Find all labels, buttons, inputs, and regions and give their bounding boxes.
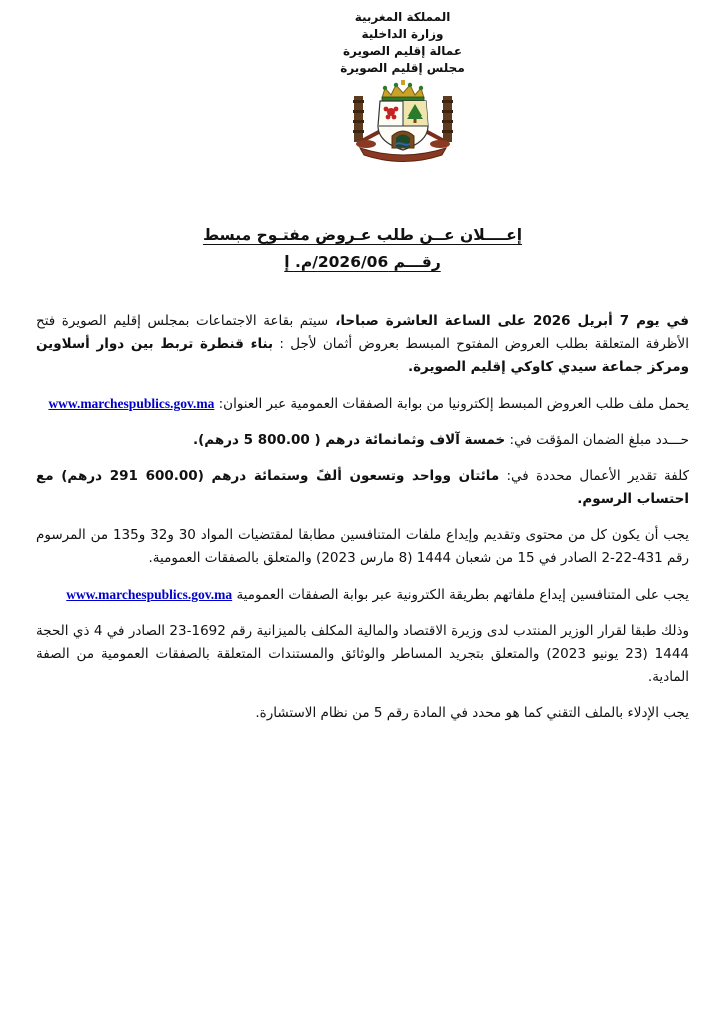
technical-file-text: يجب الإدلاء بالملف التقني كما هو محدد في المادة رقم 5 من نظام الاستشارة. <box>255 705 689 721</box>
marchespublics-link-2[interactable]: www.marchespublics.gov.ma <box>66 587 233 602</box>
emblem-container <box>80 80 725 166</box>
guarantee-amount: خمسة آلاف وثمانمائة درهم ( 5 800.00 درهم). <box>192 432 506 448</box>
decree-paragraph <box>36 620 689 689</box>
technical-file-paragraph <box>36 702 689 725</box>
letterhead <box>80 0 725 77</box>
announcement-number: رقـــم 2026/06/م. إ <box>284 253 441 271</box>
regulations-paragraph <box>36 524 689 570</box>
coat-of-arms-icon <box>344 80 462 162</box>
decree-text: وذلك طبقا لقرار الوزير المنتدب لدى وزيرة الاقتصاد والمالية المكلف بالميزانية رقم 1692-23 الصادر في 4 ذي الحجة 1444 (23 يونيو 2023) والمتعلق بتجريد المساطر والوثائق والمستندات المتعلقة بالصفقات العمومية من الصفة المادية. <box>36 623 690 685</box>
announcement-title-block <box>0 222 725 276</box>
regulations-text: يجب أن يكون كل من محتوى وتقديم وإيداع ملفات المتنافسين مطابقا لمقتضيات المواد 30 و32 و135 من المرسوم رقم 431-22-2 الصادر في 15 من شعبان 1444 (8 مارس 2023) والمتعلق بالصفقات العمومية. <box>36 527 690 566</box>
ministry-line: وزارة الداخلية <box>361 27 444 41</box>
opening-session-text: سيتم بقاعة الاجتماعات بمجلس إقليم الصويرة فتح الأظرفة المتعلقة بطلب العروض المفتوح المبسط بعروض أثمان لأجل : <box>36 313 689 352</box>
cost-estimate-paragraph <box>36 465 689 511</box>
cost-estimate-label: كلفة تقدير الأعمال محددة في: <box>499 468 690 484</box>
guarantee-label: حـــدد مبلغ الضمان المؤقت في: <box>505 432 689 448</box>
opening-paragraph <box>36 310 689 379</box>
cost-estimate-amount: مائتان وواحد وتسعون ألفً وستمائة درهم (291 600.00 درهم) مع احتساب الرسوم. <box>36 468 689 507</box>
electronic-submission-text: يجب على المتنافسين إيداع ملفاتهم بطريقة الكترونية عبر بوابة الصفقات العمومية <box>232 587 689 603</box>
guarantee-paragraph <box>36 429 689 452</box>
tender-object-text: بناء قنطرة تربط بين دوار أسلاوين ومركز جماعة سيدي كاوكي إقليم الصويرة. <box>36 336 689 375</box>
council-line: مجلس إقليم الصويرة <box>340 61 465 75</box>
announcement-title: إعــــلان عــن طلب عـروض مفتـوح مبسط <box>202 226 523 244</box>
announcement-body <box>36 310 689 725</box>
marchespublics-link[interactable]: www.marchespublics.gov.ma <box>48 396 215 411</box>
kingdom-line: المملكة المغربية <box>354 10 451 24</box>
electronic-submission-paragraph <box>36 583 689 607</box>
tender-file-paragraph <box>36 392 689 416</box>
tender-file-text: يحمل ملف طلب العروض المبسط إلكترونيا من بوابة الصفقات العمومية عبر العنوان: <box>214 396 689 412</box>
prefecture-line: عمالة إقليم الصويرة <box>342 44 463 58</box>
opening-date-text: في يوم 7 أبريل 2026 على الساعة العاشرة صباحا، <box>328 313 689 329</box>
